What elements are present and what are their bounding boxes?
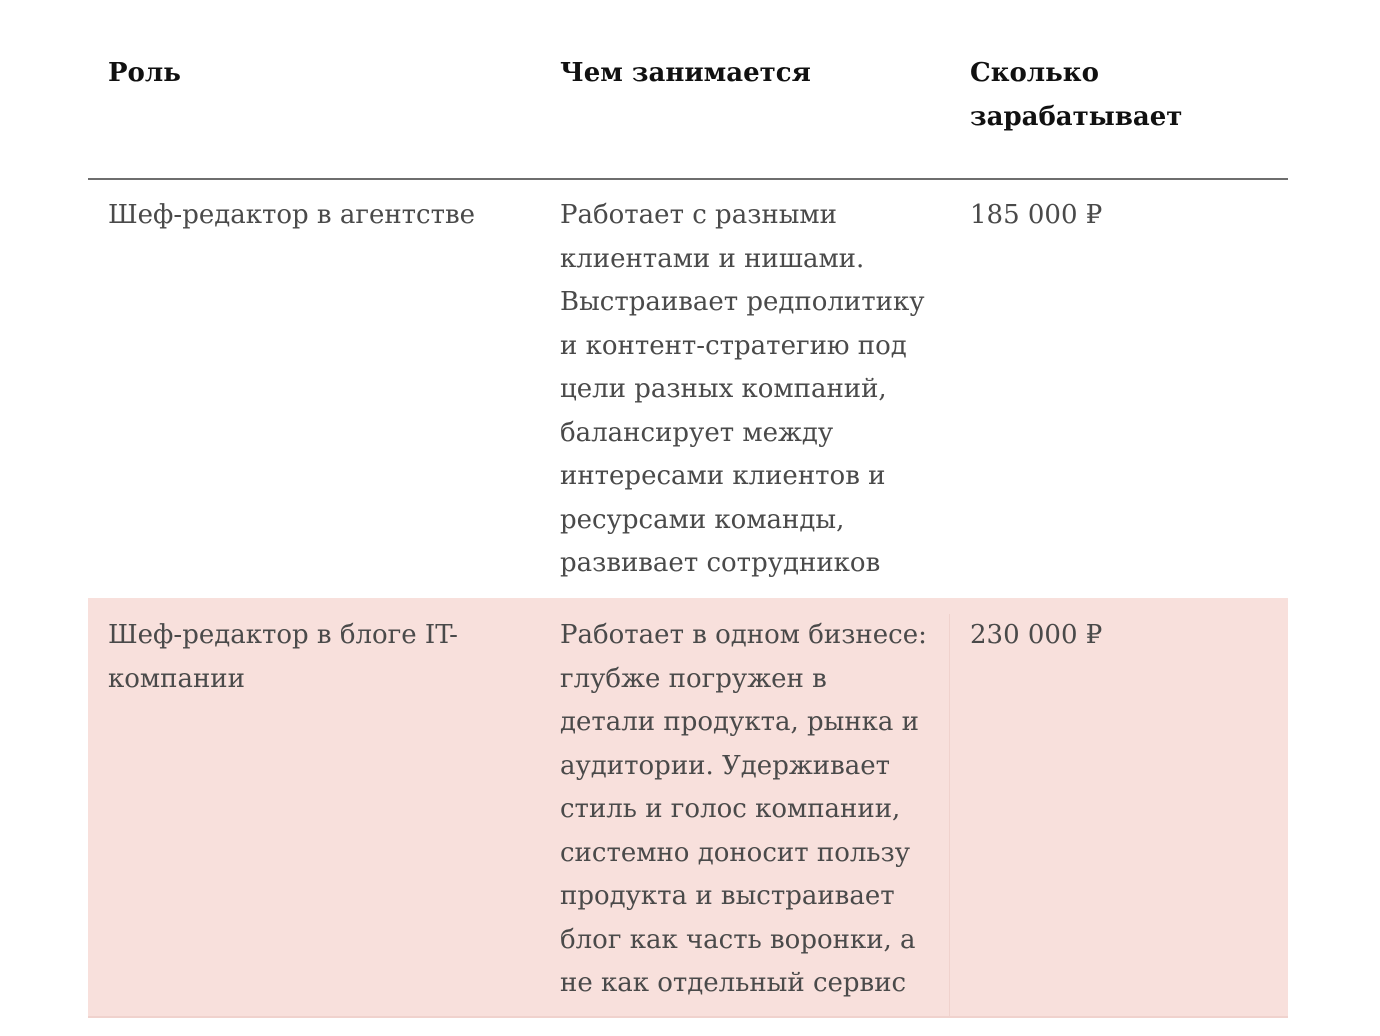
cell-salary: 185 000 ₽ xyxy=(970,200,1103,230)
header-role: Роль xyxy=(108,58,181,88)
cell-duties: Работает в одном бизнесе: глубже погружен в детали продукта, рынка и аудитории. Удерживает стиль и голос компании, системно доносит пользу продукта и выстраивает блог как часть воронки, а не как отдельный сервис xyxy=(540,614,950,1016)
table-header-row xyxy=(88,0,1288,180)
cell-duties: Работает с разными клиентами и нишами. Выстраивает редполитику и контент-стратегию под цели разных компаний, балансирует между интересами клиентов и ресурсами команды, развивает сотрудников xyxy=(560,200,925,578)
salary-table xyxy=(88,0,1288,1018)
header-duties: Чем занимается xyxy=(560,58,811,88)
cell-role: Шеф-редактор в агентстве xyxy=(108,200,476,230)
cell-role: Шеф-редактор в блоге IT-компании xyxy=(108,620,458,694)
table-row xyxy=(88,180,1288,598)
table-row-highlighted xyxy=(88,598,1288,1018)
cell-salary: 230 000 ₽ xyxy=(970,620,1103,650)
header-salary: Сколько зарабатывает xyxy=(970,58,1183,132)
